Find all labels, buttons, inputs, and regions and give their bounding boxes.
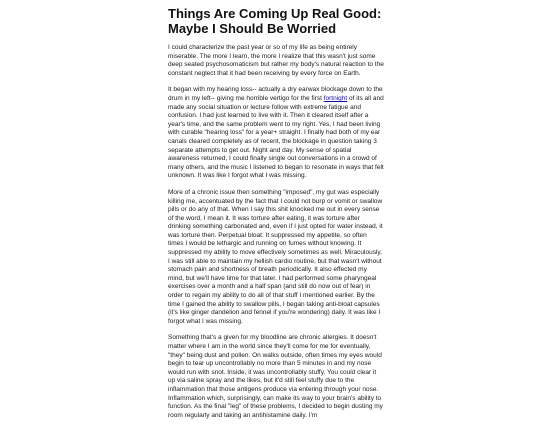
- paragraph-2: [168, 86, 384, 181]
- paragraph-3: More of a chronic issue then something "imposed", my gut was especially killing me, accentuated by the fact that I could not burp or vomit or swallow pills or do any of that. When I say this shit knocked me out in every sense of the word, I mean it. It was torture after eating, it was torture after drinking something carbonated and, even if I just opted for water instead, it was torture then. Perpetual bloat. It suppressed my appetite, so often times I would be lethargic and running on fumes without knowing. It suppressed my ability to move effectively sometimes as well. Miraculously, I was still able to maintain my hellish cardio routine, but that wasn't without stomach pain and shortness of breath periodically. It also effected my mind, but we'll have time for that later. I had performed some pharyngeal exercises over a month and a half span (and still do now out of fear) in order to regain my ability to do all of that stuff I mentioned earlier. By the time I gained the ability to swallow pills, I began taking anti-bloat capsules (it's like ginger dandelion and fennel if you're wondering) daily. It was like I forgot what I was missing.: [168, 188, 383, 325]
- article: [168, 6, 384, 428]
- paragraph-4: Something that's a given for my bloodline are chronic allergies. It doesn't matter where I am in the world since they'll come for me for eventually, "they" being dust and pollen. On walks outside, often times my eyes would begin to tear up uncontrollably no more than 5 minutes in and my nose would run with snot. Inside, it was uncontrollably stuffy. You could clear it up via saline spray and the likes, but it'd still feel stuffy due to the inflammation that those antigens produce via entering through your nose. Inflammation which, surprisingly, can make its way to your brain's ability to function. As the final "leg" of these problems, I decided to begin dusting my room regularly and taking an antihistamine daily. I'm: [168, 334, 383, 419]
- paragraph-2-text-before: It began with my hearing loss-- actually a dry earwax blockage down to the drum in my left-- giving me horrible vertigo for the first: [168, 86, 383, 102]
- paragraph-2-text-after: of its all and made any social situation or lecture follow with extreme fatigue and confusion. I had just learned to live with it. Then it cleared itself after a year's time, and the same problem went to my right. Yes, I had been living with curable "hearing loss" for a year+ straight. I finally had both of my ear canals cleared completely as of recent, the blockage in question taking 3 separate attempts to get out. Night and day. My sense of spatial awareness returned, I could finally single out conversations in a crowd of many others, and the music I listened to began to resonate in ways that felt unknown. It was like I forgot what I was missing.: [168, 94, 384, 180]
- paragraph-1: I could characterize the past year or so of my life as being entirely miserable. The more I learn, the more I realize that this wasn't just some deep seated psychosomaticism but rather my body's natural reaction to the constant neglect that it had been receiving by every force on Earth.: [168, 44, 384, 77]
- fortnight-link[interactable]: fortnight: [323, 94, 348, 102]
- article-title: Things Are Coming Up Real Good: Maybe I Should Be Worried: [168, 6, 382, 36]
